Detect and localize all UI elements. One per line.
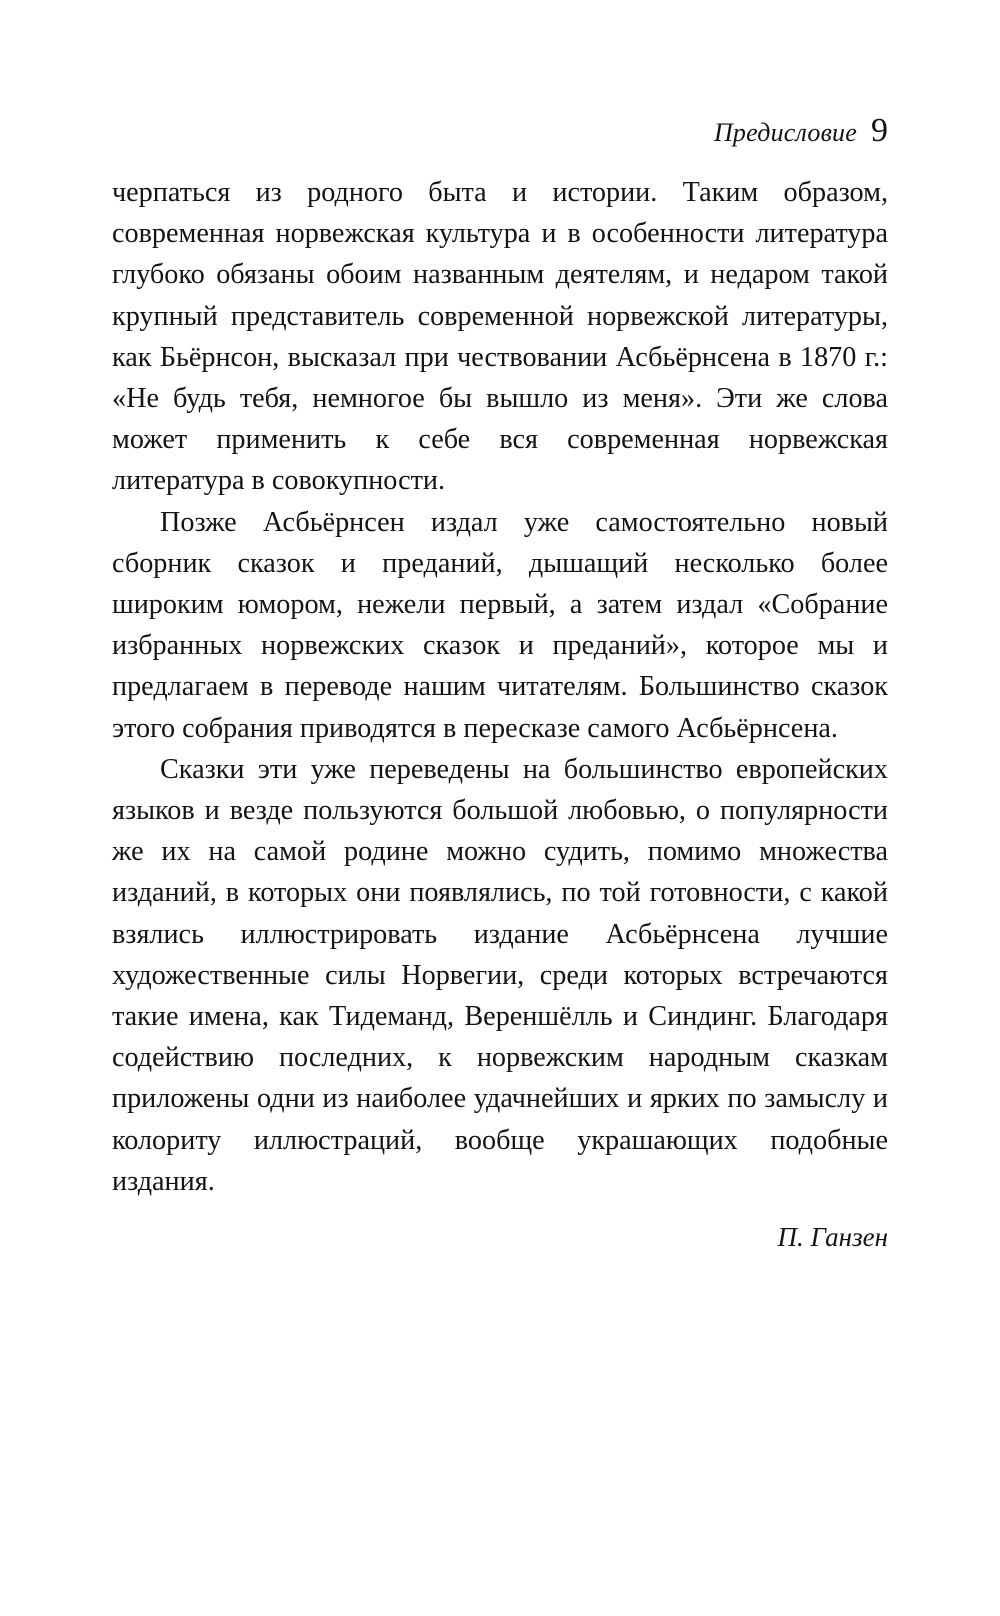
running-head-title: Предисловие	[713, 118, 857, 147]
paragraph: Позже Асбьёрнсен издал уже самостоятельно новый сборник сказок и преданий, дышащий несколько более широким юмором, нежели первый, а затем издал «Собрание избранных норвежских сказок и преданий», которое мы и предлагаем в переводе нашим читателям. Большинство сказок этого собрания приводятся в пересказе самого Асбьёрнсена.	[112, 506, 888, 744]
paragraph: черпаться из родного быта и истории. Таким образом, современная норвежская культура и в особенности литература глубоко обязаны обоим названным деятелям, и недаром такой крупный представитель современной норвежской литературы, как Бьёрнсон, высказал при чествовании Асбьёрнсена в 1870 г.: «Не будь тебя, немногое бы вышло из меня». Эти же слова может применить к себе вся современная норвежская литература в совокупности.	[112, 177, 888, 497]
running-head	[714, 112, 888, 150]
author-signature: П. Ганзен	[777, 1222, 888, 1253]
body-text-column	[112, 172, 888, 1253]
paragraph: Сказки эти уже переведены на большинство европейских языков и везде пользуются большой любовью, о популярности же их на самой родине можно судить, помимо множества изданий, в которых они появлялись, по той готовности, с какой взялись иллюстрировать издание Асбьёрнсена лучшие художественные силы Норвегии, среди которых встречаются такие имена, как Тидеманд, Вереншёлль и Синдинг. Благодаря содействию последних, к норвежским народным сказкам приложены одни из наиболее удачнейших и ярких по замыслу и колориту иллюстраций, вообще украшающих подобные издания.	[112, 753, 888, 1197]
page-number: 9	[871, 112, 888, 149]
